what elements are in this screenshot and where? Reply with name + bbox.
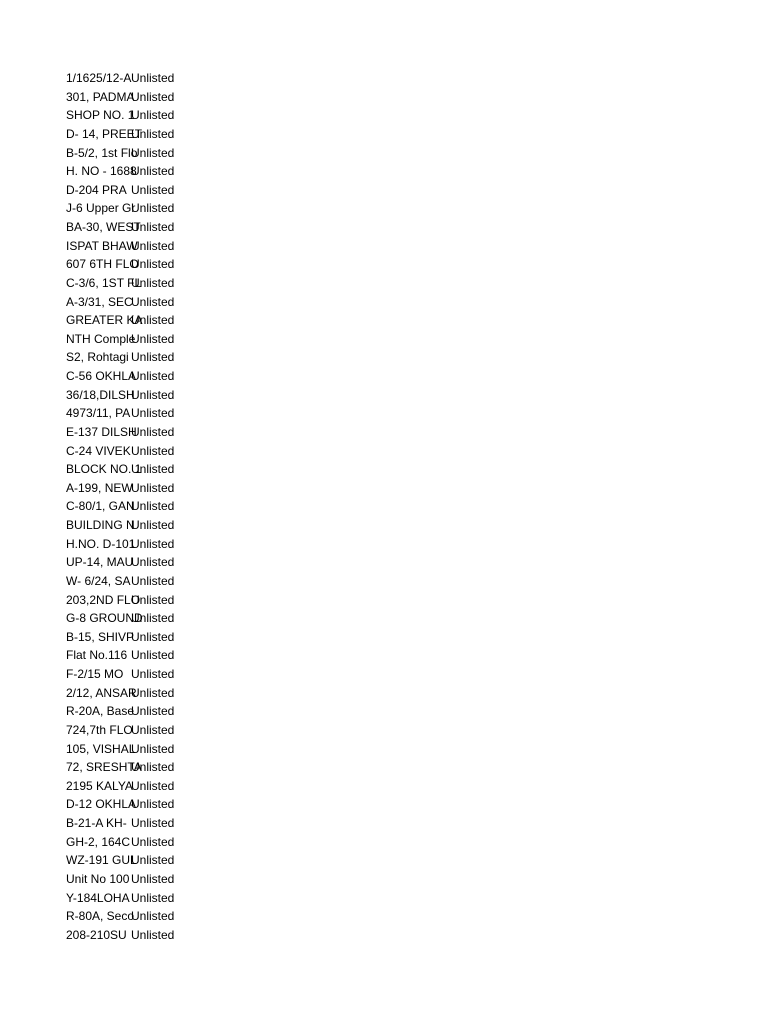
- table-row: [66, 684, 196, 703]
- status-cell: Unlisted: [131, 238, 175, 253]
- address-cell: UP-14, MAU: [66, 555, 134, 570]
- table-row: [66, 162, 196, 181]
- table-row: [66, 609, 196, 628]
- address-cell: C-24 VIVEK: [66, 443, 131, 458]
- status-cell: Unlisted: [131, 331, 175, 346]
- address-cell: F-2/15 MO: [66, 667, 124, 681]
- table-row: [66, 69, 196, 88]
- address-cell: R-20A, Base: [66, 704, 135, 719]
- address-cell: D-12 OKHLA: [66, 797, 137, 812]
- status-cell: Unlisted: [131, 387, 175, 402]
- table-row: [66, 758, 196, 777]
- address-cell: 2195 KALYA: [66, 778, 133, 793]
- table-row: [66, 833, 196, 852]
- address-cell: 208-210SU: [66, 927, 127, 942]
- table-row: [66, 404, 196, 423]
- address-cell: 72, SRESHTA: [66, 760, 142, 775]
- address-cell: 2/12, ANSAR: [66, 685, 137, 700]
- table-row: [66, 646, 196, 665]
- table-row: [66, 460, 196, 479]
- table-row: [66, 330, 196, 349]
- table-row: [66, 702, 196, 721]
- status-cell: Unlisted: [131, 909, 175, 924]
- address-cell: WZ-191 GUL: [66, 853, 137, 868]
- status-cell: Unlisted: [131, 350, 175, 365]
- address-cell: ISPAT BHAW: [66, 238, 138, 253]
- address-cell: H. NO - 1688: [66, 164, 137, 179]
- address-cell: Flat No.116: [66, 648, 128, 663]
- status-cell: Unlisted: [131, 424, 175, 439]
- table-row: [66, 907, 196, 926]
- table-row: [66, 479, 196, 498]
- status-cell: Unlisted: [131, 592, 175, 607]
- status-cell: Unlisted: [131, 480, 175, 495]
- status-cell: Unlisted: [131, 108, 175, 123]
- table-row: [66, 926, 196, 945]
- table-row: [66, 572, 196, 591]
- status-cell: Unlisted: [131, 741, 175, 756]
- table-row: [66, 795, 196, 814]
- status-cell: Unlisted: [131, 164, 175, 179]
- address-cell: C-80/1, GAN: [66, 499, 135, 514]
- address-cell: 301, PADMA: [66, 89, 135, 104]
- address-cell: D-204 PRA: [66, 182, 127, 197]
- status-cell: Unlisted: [131, 406, 175, 421]
- address-cell: H.NO. D-101: [66, 536, 136, 551]
- address-cell: BA-30, WEST: [66, 220, 141, 234]
- status-cell: Unlisted: [131, 629, 175, 644]
- table-row: [66, 423, 196, 442]
- address-cell: W- 6/24, SA: [66, 573, 131, 588]
- table-row: [66, 144, 196, 163]
- address-cell: G-8 GROUND: [66, 611, 143, 626]
- address-cell: E-137 DILSH: [66, 424, 137, 439]
- table-row: [66, 516, 196, 535]
- table-row: [66, 218, 196, 237]
- address-cell: Unit No 100: [66, 871, 130, 886]
- status-cell: Unlisted: [131, 145, 175, 160]
- table-row: [66, 311, 196, 330]
- status-cell: Unlisted: [131, 201, 175, 216]
- status-cell: Unlisted: [131, 816, 175, 830]
- address-cell: 724,7th FLO: [66, 722, 133, 737]
- table-row: [66, 497, 196, 516]
- address-cell: Y-184LOHA: [66, 890, 130, 905]
- status-cell: Unlisted: [131, 760, 175, 775]
- status-cell: Unlisted: [131, 462, 175, 477]
- address-cell: J-6 Upper Gr: [66, 201, 136, 216]
- address-cell: 4973/11, PA: [66, 406, 131, 421]
- table-row: [66, 740, 196, 759]
- address-cell: 105, VISHAL: [66, 741, 136, 756]
- address-cell: 1/1625/12-A: [66, 71, 132, 85]
- status-cell: Unlisted: [131, 685, 175, 700]
- status-cell: Unlisted: [131, 890, 175, 905]
- status-cell: Unlisted: [131, 71, 175, 85]
- status-cell: Unlisted: [131, 294, 175, 309]
- address-cell: A-3/31, SEC: [66, 294, 133, 309]
- status-cell: Unlisted: [131, 126, 175, 141]
- status-cell: Unlisted: [131, 648, 175, 663]
- address-cell: 203,2ND FLO: [66, 592, 141, 607]
- status-cell: Unlisted: [131, 611, 175, 626]
- status-cell: Unlisted: [131, 722, 175, 737]
- address-cell: B-5/2, 1st Flo: [66, 145, 138, 160]
- table-row: [66, 88, 196, 107]
- status-cell: Unlisted: [131, 927, 175, 942]
- status-cell: Unlisted: [131, 220, 175, 234]
- table-row: [66, 293, 196, 312]
- status-cell: Unlisted: [131, 555, 175, 570]
- table-row: [66, 199, 196, 218]
- table-row: [66, 348, 196, 367]
- table-row: [66, 628, 196, 647]
- status-cell: Unlisted: [131, 369, 175, 383]
- status-cell: Unlisted: [131, 834, 175, 849]
- status-cell: Unlisted: [131, 536, 175, 551]
- table-row: [66, 125, 196, 144]
- address-cell: NTH Comple: [66, 331, 136, 346]
- table-row: [66, 777, 196, 796]
- table-row: [66, 255, 196, 274]
- status-cell: Unlisted: [131, 704, 175, 719]
- table-row: [66, 442, 196, 461]
- table-row: [66, 870, 196, 889]
- table-row: [66, 386, 196, 405]
- status-cell: Unlisted: [131, 182, 175, 197]
- address-cell: BLOCK NO. 1: [66, 462, 142, 477]
- status-cell: Unlisted: [131, 797, 175, 812]
- table-row: [66, 181, 196, 200]
- address-cell: C-56 OKHLA: [66, 369, 137, 383]
- address-cell: GREATER KA: [66, 313, 143, 328]
- address-cell: BUILDING N: [66, 518, 135, 532]
- status-cell: Unlisted: [131, 443, 175, 458]
- table-row: [66, 535, 196, 554]
- address-cell: B-15, SHIVP: [66, 629, 135, 644]
- address-cell: S2, Rohtagi: [66, 350, 129, 365]
- table-row: [66, 814, 196, 833]
- table-row: [66, 591, 196, 610]
- table-row: [66, 106, 196, 125]
- address-cell: 607 6TH FLO: [66, 257, 139, 272]
- table-row: [66, 851, 196, 870]
- table-row: [66, 665, 196, 684]
- status-cell: Unlisted: [131, 89, 175, 104]
- status-cell: Unlisted: [131, 667, 175, 681]
- spreadsheet-sheet: [66, 69, 196, 944]
- address-cell: R-80A, Seco: [66, 909, 135, 924]
- status-cell: Unlisted: [131, 499, 175, 514]
- status-cell: Unlisted: [131, 313, 175, 328]
- status-cell: Unlisted: [131, 257, 175, 272]
- status-cell: Unlisted: [131, 778, 175, 793]
- status-cell: Unlisted: [131, 275, 175, 290]
- address-cell: A-199, NEW: [66, 480, 133, 495]
- table-row: [66, 721, 196, 740]
- table-row: [66, 553, 196, 572]
- status-cell: Unlisted: [131, 853, 175, 868]
- address-cell: B-21-A KH-: [66, 816, 127, 830]
- status-cell: Unlisted: [131, 518, 175, 532]
- address-cell: C-3/6, 1ST FL: [66, 275, 142, 290]
- address-cell: D- 14, PREET: [66, 126, 143, 141]
- table-row: [66, 237, 196, 256]
- status-cell: Unlisted: [131, 573, 175, 588]
- table-row: [66, 367, 196, 386]
- address-cell: SHOP NO. 1: [66, 108, 135, 123]
- table-row: [66, 274, 196, 293]
- address-cell: GH-2, 164C: [66, 834, 131, 849]
- status-cell: Unlisted: [131, 871, 175, 886]
- address-cell: 36/18,DILSH: [66, 387, 135, 402]
- table-row: [66, 889, 196, 908]
